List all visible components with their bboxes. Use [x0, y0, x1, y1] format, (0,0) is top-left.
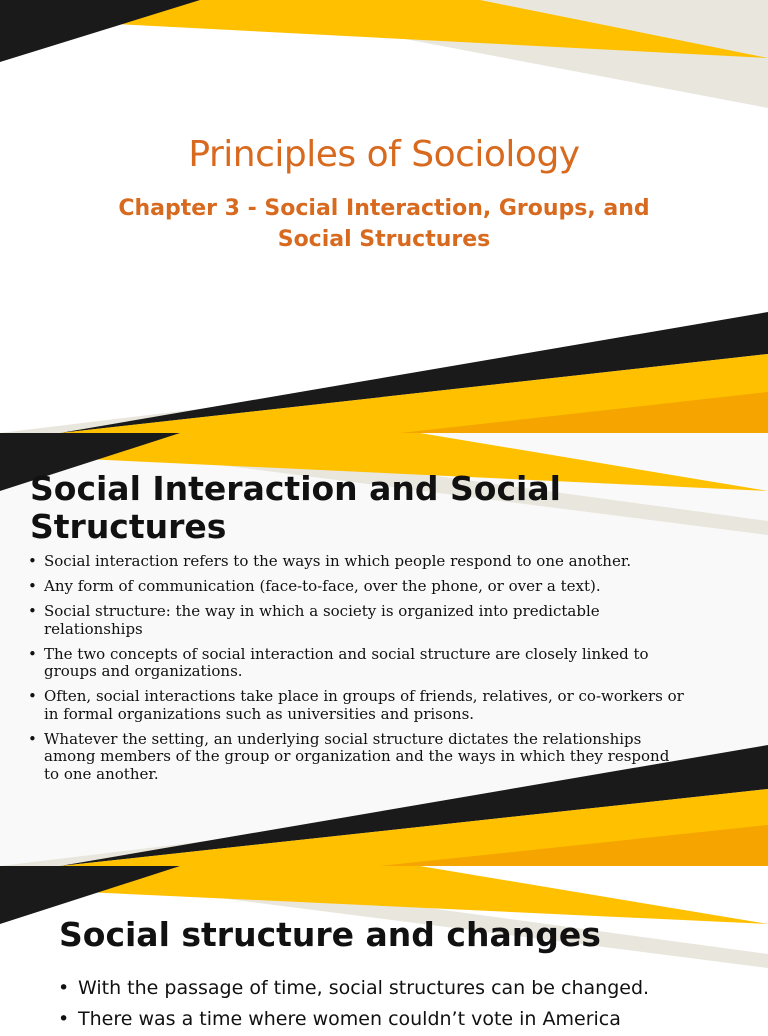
slide-3-title: Social structure and changes	[59, 915, 601, 954]
bullet-text: There was a time where women couldn’t vote in America	[78, 1008, 621, 1030]
list-item	[28, 688, 688, 723]
slide-1-subtitle: Chapter 3 - Social Interaction, Groups, and Social Structures	[118, 196, 650, 252]
slide-1	[0, 0, 768, 433]
bullet-text: The two concepts of social interaction and social structure are closely linked to groups and organizations.	[44, 644, 649, 680]
bullet-text: Often, social interactions take place in groups of friends, relatives, or co-workers or in formal organizations such as universities and prisons.	[44, 687, 684, 723]
slide-3-bullet-list	[58, 974, 738, 1036]
bullet-icon: •	[58, 1008, 70, 1030]
bullet-icon: •	[28, 602, 37, 620]
list-item	[28, 603, 688, 638]
slide-2-title: Social Interaction and Social Structures	[30, 469, 561, 546]
list-item	[28, 731, 688, 784]
list-item	[28, 646, 688, 681]
slide-1-title: Principles of Sociology	[188, 134, 580, 175]
top-black-stripe	[0, 0, 200, 62]
bullet-icon: •	[28, 577, 37, 595]
slide-2-bullet-list	[28, 553, 688, 791]
bullet-text: Social structure: the way in which a society is organized into predictable relationships	[44, 602, 600, 638]
bullet-icon: •	[28, 644, 37, 663]
bullet-icon: •	[28, 687, 37, 705]
bullet-icon: •	[28, 552, 37, 570]
list-item	[58, 1005, 738, 1033]
bullet-text: Whatever the setting, an underlying social structure dictates the relationships among members of the group or organization and the ways in which they respond to one another.	[44, 729, 670, 783]
bullet-text: Any form of communication (face-to-face, over the phone, or over a text).	[44, 577, 601, 595]
list-item	[28, 553, 688, 571]
bullet-text: With the passage of time, social structures can be changed.	[78, 977, 650, 999]
list-item	[58, 974, 738, 1002]
bullet-text: Social interaction refers to the ways in which people respond to one another.	[44, 552, 632, 570]
list-item	[28, 578, 688, 596]
bullet-icon: •	[28, 729, 37, 748]
bullet-icon: •	[58, 977, 70, 999]
